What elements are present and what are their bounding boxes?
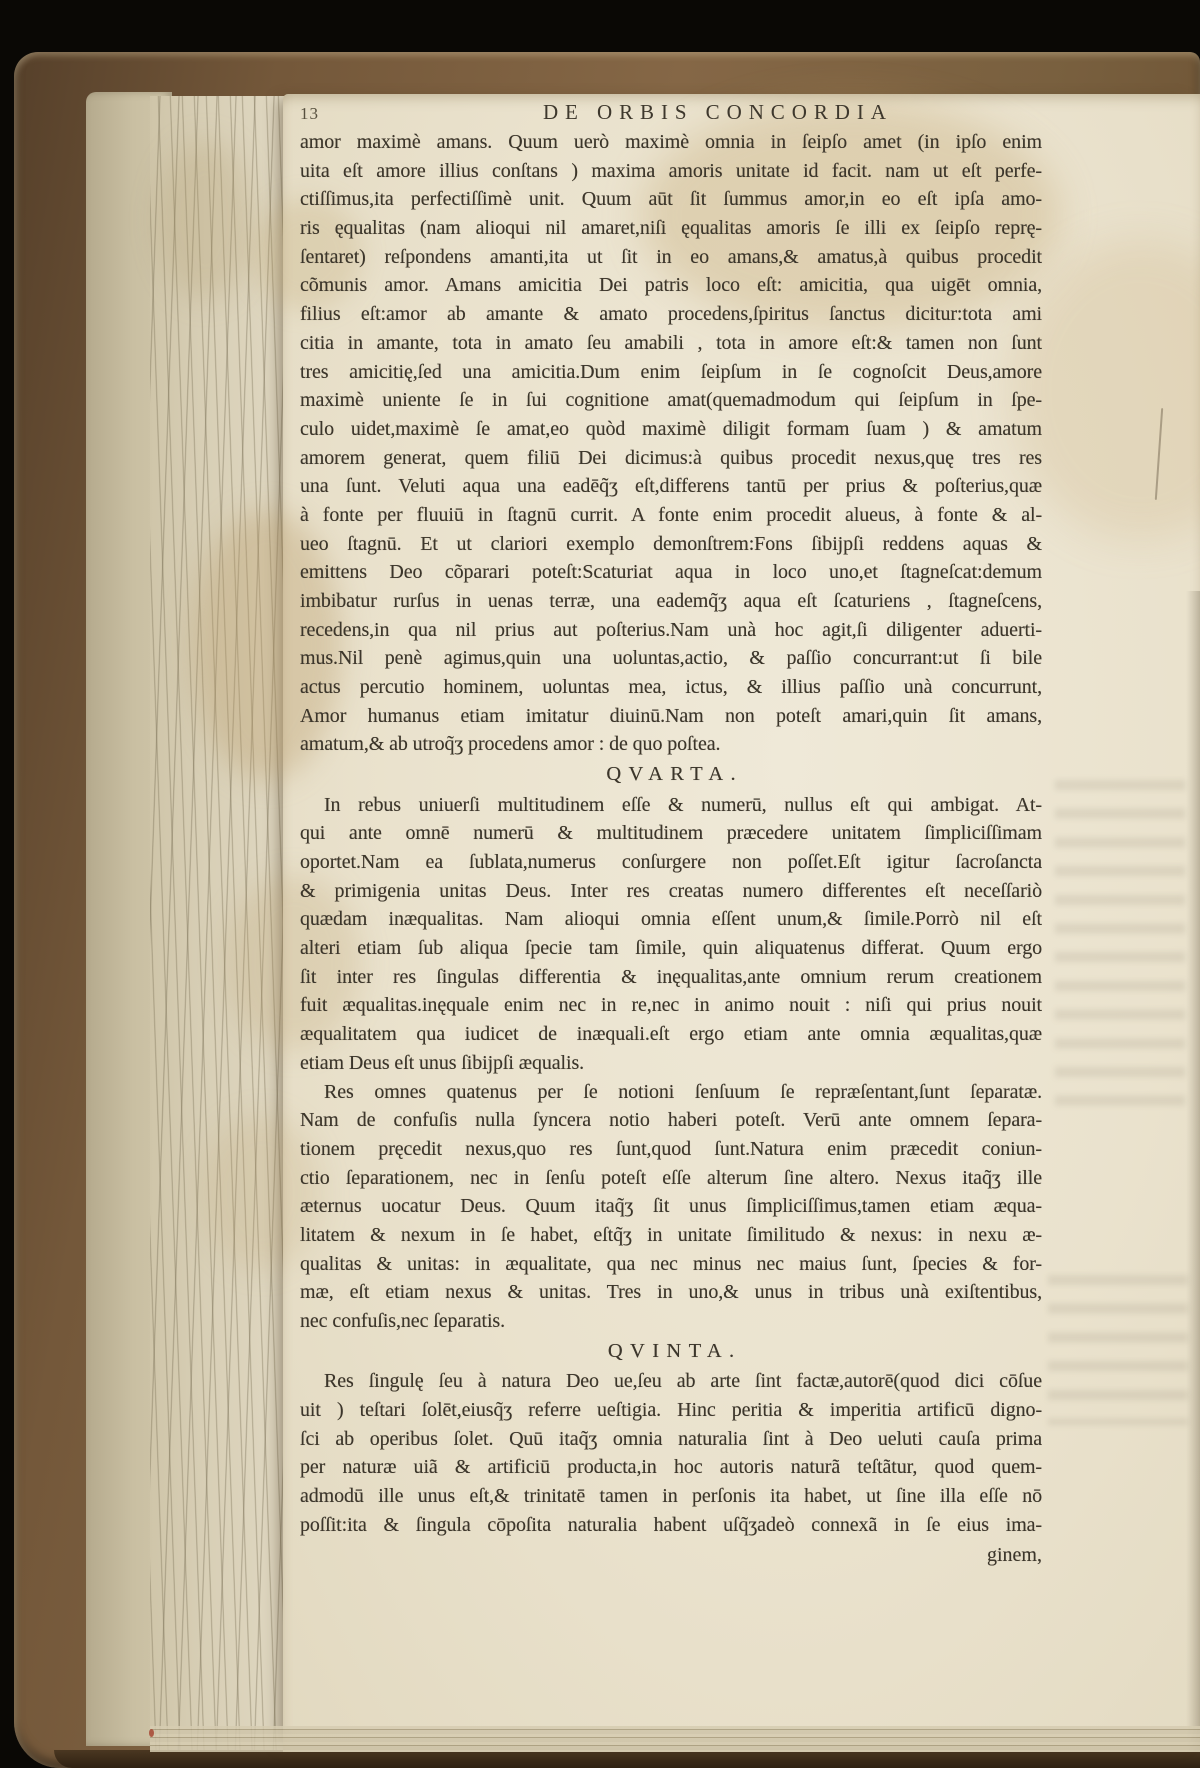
text-line: uit ) teſtari ſolēt,eiusq̃ʒ referre ueſtigia. Hinc peritia & imperitia artificū digno- bbox=[300, 1398, 1042, 1421]
section-heading: QVARTA. bbox=[606, 763, 744, 786]
text-line: fuit æqualitas.inęquale enim nec in re,nec in animo nouit : niſi qui prius nouit bbox=[300, 994, 1042, 1017]
text-line: litatem & nexum in ſe habet, eſtq̃ʒ in unitate ſimilitudo & nexus: in nexu æ- bbox=[300, 1223, 1042, 1246]
text-line: amor maximè amans. Quum uerò maximè omnia in ſeipſo amet (in ipſo enim bbox=[300, 131, 1042, 153]
text-line: tionem pręcedit nexus,quo res ſunt,quod ſunt.Natura enim præcedit coniun- bbox=[300, 1137, 1042, 1160]
text-line: actus percutio hominem, uoluntas mea, ictus, & illius paſſio unà concurrunt, bbox=[300, 676, 1042, 699]
text-line: una ſunt. Veluti aqua una eadēq̃ʒ eſt,differens tantū per prius & poſterius,quæ bbox=[300, 475, 1042, 498]
text-line: ſci ab operibus ſolet. Quū itaq̃ʒ omnia naturalia ſint à Deo ueluti cauſa prima bbox=[300, 1427, 1042, 1450]
text-line: In rebus uniuerſi multitudinem eſſe & numerū, nullus eſt qui ambigat. At- bbox=[324, 793, 1042, 816]
text-line: per naturæ uiã & artificiū producta,in hoc autoris naturã teſtãtur, quod quem- bbox=[300, 1456, 1042, 1479]
text-line: cõmunis amor. Amans amicitia Dei patris loco eſt: amicitia, qua uigēt omnia, bbox=[300, 274, 1042, 297]
text-line: æternus uocatur Deus. Quum itaq̃ʒ ſit unus ſimpliciſſimus,tamen etiam æqua- bbox=[300, 1195, 1042, 1218]
catchword: ginem, bbox=[987, 1544, 1042, 1566]
text-line: admodū ille unus eſt,& trinitatē tamen in perſonis ita habet, ut ſine illa eſſe nō bbox=[300, 1484, 1042, 1507]
red-mark bbox=[149, 1729, 154, 1737]
paragraph bbox=[300, 1078, 1042, 1336]
text-line: Res omnes quatenus per ſe notioni ſenſuum ſe repræſentant,ſunt ſeparatæ. bbox=[324, 1080, 1042, 1103]
text-line: alteri etiam ſub aliqua ſpecie tam ſimile, quin aliquatenus differat. Quum ergo bbox=[300, 937, 1042, 960]
text-line: amorem generat, quem filiū Dei dicimus:à quibus procedit nexus,quę tres res bbox=[300, 446, 1042, 469]
text-line: ctio ſeparationem, nec in ſenſu poteſt eſſe alterum ſine altero. Nexus itaq̃ʒ ille bbox=[300, 1166, 1042, 1189]
paragraph bbox=[300, 1367, 1042, 1539]
paragraph bbox=[300, 128, 1042, 759]
folio-number: 13 bbox=[300, 104, 319, 123]
text-line: uita eſt amore illius conſtans ) maxima amoris unitate id facit. nam ut eſt perfe- bbox=[300, 159, 1042, 182]
section-heading: QVINTA. bbox=[607, 1339, 742, 1362]
text-line: ctiſſimus,ita perfectiſſimè unit. Quum aūt ſit ſummus amor,in eo eſt ipſa amo- bbox=[300, 188, 1042, 211]
text-line: culo uidet,maximè ſe amat,eo quòd maximè diligit formam ſuam ) & amatum bbox=[300, 417, 1042, 440]
text-line: quædam inæqualitas. Nam alioqui omnia eſſent unum,& ſimile.Porrò nil eſt bbox=[300, 908, 1042, 931]
text-line: amatum,& ab utroq̃ʒ procedens amor : de quo poſtea. bbox=[300, 733, 721, 756]
text-line: nec confuſis,nec ſeparatis. bbox=[300, 1310, 505, 1332]
text-line: qui ante omnē numerū & multitudinem præcedere unitatem ſimpliciſſimam bbox=[300, 822, 1042, 845]
text-line: qualitas & unitas: in æqualitate, qua nec minus nec maius ſunt, ſpecies & for- bbox=[300, 1252, 1042, 1275]
text-line: Nam de confuſis nulla ſyncera notio haberi poteſt. Verū ante omnem ſepara- bbox=[300, 1109, 1042, 1132]
text-line: ueo ſtagnū. Et ut clariori exemplo demonſtrem:Fons ſibijpſi reddens aquas & bbox=[300, 532, 1042, 555]
text-line: ſentaret) reſpondens amanti,ita ut ſit in eo amans,& amatus,à quibus procedit bbox=[300, 245, 1042, 268]
text-line: poſſit:ita & ſingula cōpoſita naturalia habent uſq̃ʒadeò connexã in ſe eius ima- bbox=[300, 1513, 1042, 1536]
text-line: ſit inter res ſingulas differentia & inęqualitas,ante omnium rerum creationem bbox=[300, 965, 1042, 988]
text-line: Amor humanus etiam imitatur diuinū.Nam non poteſt amari,quin ſit amans, bbox=[300, 704, 1042, 727]
text-line: emittens Deo cõparari poteſt:Scaturiat aqua in loco uno,et ſtagneſcat:demum bbox=[300, 561, 1042, 584]
text-line: à fonte per fluuiū in ſtagnū currit. A fonte enim procedit alueus, à fonte & al- bbox=[300, 503, 1042, 526]
text-line: ris ęqualitas (nam alioqui nil amaret,niſi ęqualitas amoris ſe illi ex ſeipſo reprę- bbox=[300, 217, 1042, 240]
text-line: etiam Deus eſt unus ſibijpſi æqualis. bbox=[300, 1051, 585, 1074]
text-line: recedens,in qua nil prius aut poſterius.Nam unà hoc agit,ſi diligenter aduerti- bbox=[300, 618, 1042, 641]
text-block bbox=[300, 128, 1042, 1539]
paragraph bbox=[300, 791, 1042, 1078]
text-line: æqualitatem qua iudicet de inæquali.eſt ergo etiam ante omnia æqualitas,quæ bbox=[300, 1023, 1042, 1046]
text-line: maximè uniente ſe in ſui cognitione amat(quemadmodum qui ſeipſum in ſpe- bbox=[300, 389, 1042, 412]
text-line: Res ſingulę ſeu à natura Deo ue,ſeu ab arte ſint factæ,autorē(quod dici cōſue bbox=[324, 1370, 1042, 1393]
text-line: mæ, eſt etiam nexus & unitas. Tres in uno,& unus in tribus unà exiſtentibus, bbox=[300, 1281, 1042, 1304]
bottom-page-edges bbox=[150, 1726, 1200, 1752]
text-line: filius eſt:amor ab amante & amato procedens,ſpiritus ſanctus dicitur:tota ami bbox=[300, 303, 1042, 326]
running-header: DE ORBIS CONCORDIA bbox=[542, 100, 893, 124]
text-line: citia in amante, tota in amato ſeu amabili , tota in amore eſt:& tamen non ſunt bbox=[300, 331, 1042, 354]
text-line: oportet.Nam ea ſublata,numerus conſurgere non poſſet.Eſt igitur ſacroſancta bbox=[300, 851, 1042, 873]
text-line: mus.Nil penè agimus,quin una uoluntas,actio, & paſſio concurrant:ut ſi bile bbox=[300, 647, 1042, 670]
text-line: tres amicitię,ſed una amicitia.Dum enim ſeipſum in ſe cognoſcit Deus,amore bbox=[300, 360, 1042, 383]
text-line: imbibatur rurſus in uenas terræ, una eademq̃ʒ aqua eſt ſcaturiens , ſtagneſcens, bbox=[300, 590, 1042, 612]
page-stack-edges bbox=[150, 96, 290, 1750]
text-line: & primigenia unitas Deus. Inter res creatas numero differentes eſt neceſſariò bbox=[300, 879, 1042, 902]
